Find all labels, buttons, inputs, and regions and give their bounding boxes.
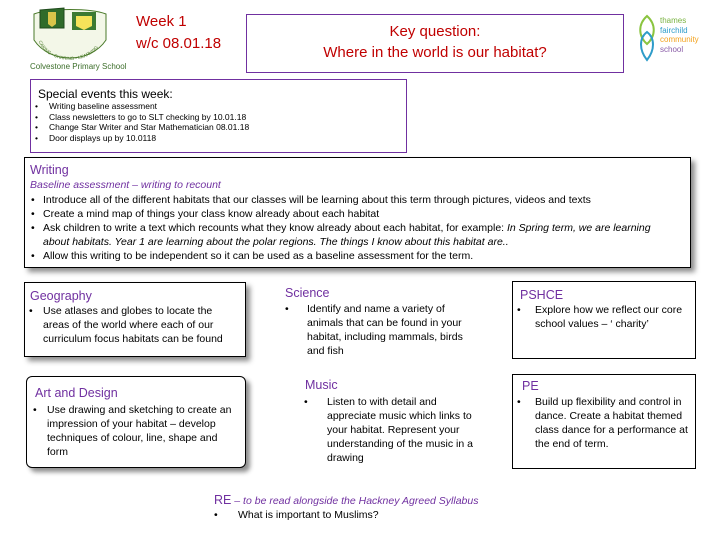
geography-box [24,282,246,357]
school-name: Colvestone Primary School [30,62,127,71]
list-item: • Identify and name a variety of animals that can be found in your habitat, including mammals, birds and fish [283,302,478,358]
key-question-box [246,14,624,73]
list-item: • Use drawing and sketching to create an impression of your habitat – develop techniques of colour, line, shape and form [31,403,241,459]
federation-logo [636,10,700,66]
logo-word-3: community [660,35,699,44]
list-item: • Introduce all of the different habitats that our classes will be learning about this term through pictures, videos and texts [29,193,679,207]
logo-word-2: fairchild [660,25,688,35]
science-box [276,280,482,365]
leaf-logo-icon [636,14,658,62]
list-item: • What is important to Muslims? [212,508,502,522]
art-box [26,376,246,468]
list-item: • Allow this writing to be independent so it can be used as a baseline assessment for the term. [29,249,679,263]
re-heading [214,491,478,509]
pe-title: PE [522,379,539,393]
logo-word-1: thames [660,16,687,25]
art-title: Art and Design [35,386,118,400]
list-item: • Class newsletters to go to SLT checking by 10.01.18 [33,112,249,123]
pe-box [512,374,696,469]
music-box [300,374,486,466]
pe-list [515,395,693,451]
school-crest-icon [30,6,110,66]
writing-box [24,157,691,268]
list-item: • Door displays up by 10.0118 [33,133,249,144]
re-list [212,508,502,522]
week-date: w/c 08.01.18 [136,35,222,52]
writing-list [29,193,679,263]
school-crest [30,6,110,66]
list-item: • Use atlases and globes to locate the areas of the world where each of our curriculum focus habitats can be found [27,304,239,346]
science-title: Science [285,286,330,300]
pshce-title: PSHCE [520,288,564,302]
writing-title: Writing [30,163,69,177]
re-note: – to be read alongside the Hackney Agreed Syllabus [231,495,479,507]
key-question-text: Where in the world is our habitat? [323,44,547,61]
list-item: • Writing baseline assessment [33,101,249,112]
re-title: RE [214,493,232,507]
special-events-box [30,79,407,153]
list-item: • Build up flexibility and control in dance. Create a habitat themed class dance for a performance at the end of term. [515,395,693,451]
art-list [31,403,241,459]
re-box [208,487,506,527]
pshce-list [515,303,693,331]
music-list [302,395,484,465]
geography-list [27,304,239,346]
list-item: • Change Star Writer and Star Mathematician 08.01.18 [33,122,249,133]
list-item: • Create a mind map of things your class know already about each habitat [29,207,679,221]
science-list [283,302,478,358]
special-events-list [33,101,249,143]
list-item: • Listen to with detail and appreciate music which links to your habitat. Represent your understanding of the music in a drawing [302,395,484,465]
writing-subtitle: Baseline assessment – writing to recount [30,179,221,191]
logo-word-4: school [660,44,684,54]
svg-text:CARING • SHARING • LEARNING: CARING • SHARING • LEARNING [37,39,100,62]
special-events-title: Special events this week: [38,87,173,101]
pshce-box [512,281,696,359]
key-question-title: Key question: [389,23,481,40]
geography-title: Geography [30,289,92,303]
week-label: Week 1 [136,13,187,30]
music-title: Music [305,378,338,392]
list-item: • Explore how we reflect our core school values – ‘ charity’ [515,303,693,331]
list-item: • Ask children to write a text which recounts what they know already about each habitat, for example: In Spring term, we are learning about habitats. Year 1 are learning about the polar regions. The things I know about this habitat are.. [29,221,679,249]
